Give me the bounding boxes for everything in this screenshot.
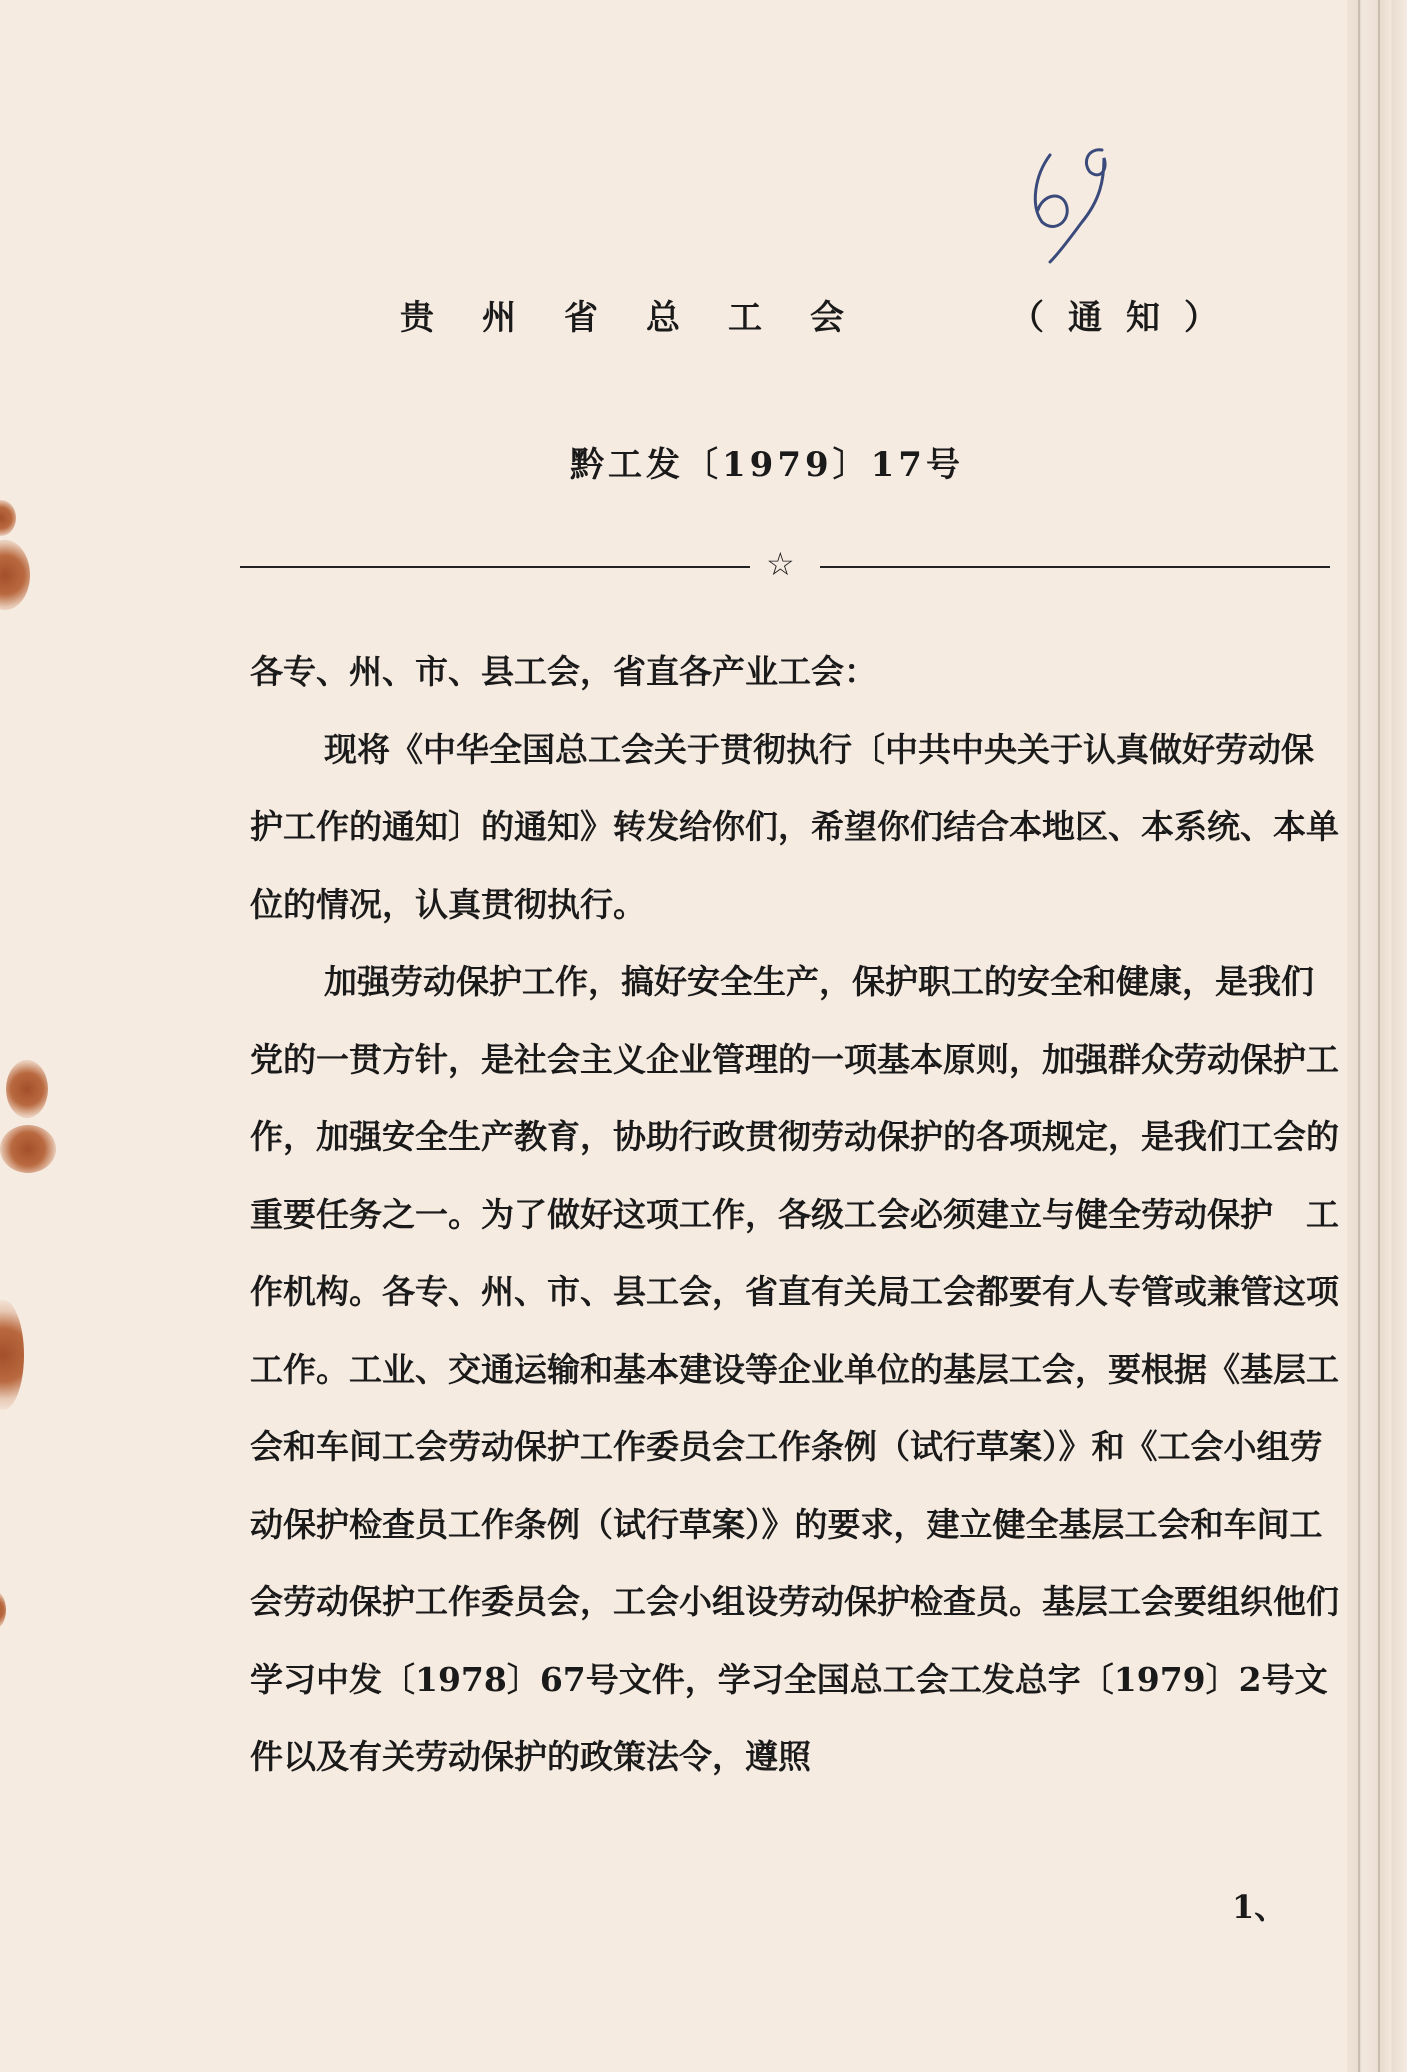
star-icon: ☆ (766, 545, 795, 583)
document-body (250, 633, 1340, 1796)
rust-stain (6, 1060, 48, 1118)
rust-stain (0, 500, 16, 536)
document-title: 贵州省总工会 (400, 298, 892, 338)
sheet-edge-line (1378, 0, 1380, 2072)
document-number: 黔工发〔1979〕17号 (570, 445, 964, 485)
rust-stain (0, 1590, 6, 1630)
handwritten-page-number (1020, 130, 1140, 280)
paper-stack-edge (1347, 0, 1407, 2072)
sheet-edge-line (1358, 0, 1360, 2072)
paragraph: 现将《中华全国总工会关于贯彻执行〔中共中央关于认真做好劳动保护工作的通知〕的通知》转发给你们，希望你们结合本地区、本系统、本单位的情况，认真贯彻执行。 (250, 729, 1339, 924)
divider-line-left (240, 566, 750, 568)
paragraph: 加强劳动保护工作，搞好安全生产，保护职工的安全和健康，是我们党的一贯方针，是社会主义企业管理的一项基本原则，加强群众劳动保护工作，加强安全生产教育，协助行政贯彻劳动保护的各项规定，是我们工会的重要任务之一。为了做好这项工作，各级工会必须建立与健全劳动保护 工作机构。各专、州、市、县工会，省直有关局工会都要有人专管或兼管这项工作。工业、交通运输和基本建设等企业单位的基层工会，要根据《基层工会和车间工会劳动保护工作委员会工作条例（试行草案）》和《工会小组劳动保护检查员工作条例（试行草案）》的要求，建立健全基层工会和车间工会劳动保护工作委员会，工会小组设劳动保护检查员。基层工会要组织他们学习中发〔1978〕67号文件，学习全国总工会工发总字〔1979〕2号文件以及有关劳动保护的政策法令，遵照 (250, 962, 1339, 1776)
page-number: 1、 (1232, 1888, 1287, 1926)
rust-stain (0, 1125, 56, 1173)
document-type: （通知） (1010, 298, 1242, 338)
rust-stain (0, 540, 30, 610)
rust-stain (0, 1300, 24, 1410)
divider-line-right (820, 566, 1330, 568)
addressee: 各专、州、市、县工会，省直各产业工会： (250, 652, 877, 691)
